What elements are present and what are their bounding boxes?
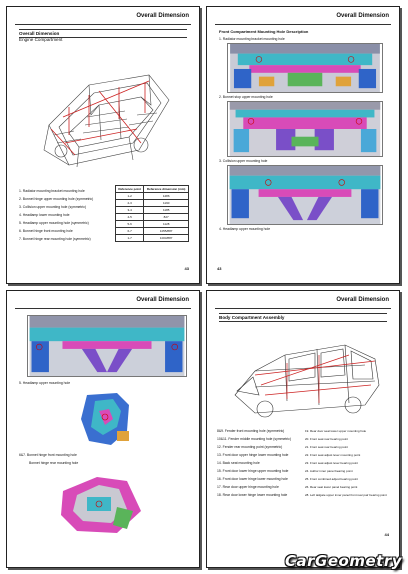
list-item: 14. Back seat mounting hole [217, 461, 260, 465]
figure-caption: 5. Headlamp upper mounting hole [19, 381, 71, 385]
list-item: 2. Bonnet hinge upper mounting hole (symmetric) [19, 197, 94, 201]
reference-dimension-table [115, 185, 189, 242]
figure-caption: 1. Radiator mounting bracket mounting hole [219, 37, 285, 41]
table-cell: 1286 [144, 193, 189, 200]
section-title: Overall Dimension [19, 29, 187, 38]
table-cell: 4-5 [116, 214, 144, 221]
page-number: 44 [384, 532, 389, 537]
list-item: 28. Left tailgate upper inner panel front rear pair bearing point [305, 493, 387, 497]
list-item: 4. Headlamp lower mounting hole [19, 213, 70, 217]
list-item: 23. Front seat adjust lever bearing point [305, 461, 358, 465]
table-row [116, 221, 189, 228]
page-header [15, 291, 191, 309]
headlamp-upper-figure [27, 315, 187, 377]
list-item: 17. Rear door upper hinge mounting hole [217, 485, 279, 489]
table-cell: 5-6 [116, 221, 144, 228]
list-item: 10&11. Fender middle mounting hole (symmetric) [217, 437, 291, 441]
page-body-compartment [206, 290, 400, 568]
list-item: 5. Headlamp upper mounting hole (symmetric) [19, 221, 89, 225]
list-item: 22. Front seat adjust lever mounting point [305, 453, 361, 457]
table-cell: 827 [144, 214, 189, 221]
table-cell: 2-3 [116, 200, 144, 207]
list-item: 6. Bonnet hinge front mounting hole [19, 229, 73, 233]
list-item: 7. Bonnet hinge rear mounting hole (symmetric) [19, 237, 91, 241]
list-item: 8&9. Fender front mounting hole (symmetric) [217, 429, 285, 433]
page-front-compartment-holes [206, 6, 400, 284]
figure-caption: Bonnet hinge rear mounting hole [29, 461, 79, 465]
table-header-cell: Reference point [116, 186, 144, 193]
list-item: 3. Collision upper mounting hole (symmetric) [19, 205, 87, 209]
table-cell: 1185 [144, 207, 189, 214]
table-cell: 1128 [144, 221, 189, 228]
page-header-title: Overall Dimension [336, 297, 389, 303]
section-title: Front Compartment Mounting Hole Description [219, 29, 309, 34]
table-cell: 1055/887 [144, 228, 189, 235]
table-header-row [116, 186, 189, 193]
radiator-bracket-figure [227, 43, 383, 93]
figure-caption: 3. Collision upper mounting hole [219, 159, 268, 163]
page-engine-compartment [6, 6, 200, 284]
page-headlamp-bonnet-holes [6, 290, 200, 568]
bonnet-hinge-rear-figure [57, 471, 147, 535]
engine-compartment-diagram [29, 55, 179, 177]
bonnet-stop-figure [227, 101, 383, 157]
table-row [116, 200, 189, 207]
table-cell: 1190 [144, 200, 189, 207]
table-row [116, 207, 189, 214]
bonnet-hinge-front-figure [77, 391, 137, 447]
list-item: 18. Rear door lower hinge lower mounting hole [217, 493, 288, 497]
page-header-title: Overall Dimension [336, 13, 389, 19]
page-header-title: Overall Dimension [136, 297, 189, 303]
list-item: 15. Front door lower hinge upper mounting hole [217, 469, 289, 473]
list-item: 21. Front seat rear bearing point [305, 445, 348, 449]
section-title: Body Compartment Assembly [219, 313, 387, 322]
figure-caption: 6&7. Bonnet hinge front mounting hole [19, 453, 77, 457]
list-item: 12. Fender rear mounting point (symmetric) [217, 445, 283, 449]
table-row [116, 235, 189, 242]
list-item: 25. Front combined adjust bearing point [305, 477, 358, 481]
watermark-logo: CarGeometry [285, 552, 402, 570]
list-item: 24. Author inner panel bearing point [305, 469, 353, 473]
page-header [15, 7, 191, 25]
table-cell: 1-2 [116, 193, 144, 200]
page-number: 43 [184, 266, 189, 271]
list-item: 19. Rear door seat lower upper mounting hole [305, 429, 367, 433]
figure-caption: 4. Headlamp upper mounting hole [219, 227, 271, 231]
table-row [116, 193, 189, 200]
table-cell: 6-7 [116, 228, 144, 235]
figure-caption: 2. Bonnet stop upper mounting hole [219, 95, 273, 99]
list-item: 20. Front seat rear bearing point [305, 437, 348, 441]
page-header [215, 7, 391, 25]
table-cell: 3-4 [116, 207, 144, 214]
page-header-title: Overall Dimension [136, 13, 189, 19]
table-cell: 1003/887 [144, 235, 189, 242]
list-item: 16. Front door lower hinge lower mounting hole [217, 477, 288, 481]
page-header [215, 291, 391, 309]
table-cell: 1-7 [116, 235, 144, 242]
subsection-title: Engine Compartment [19, 37, 63, 42]
collision-upper-figure [227, 165, 383, 225]
list-item: 1. Radiator mounting bracket mounting hole [19, 189, 85, 193]
list-item: 13. Front door upper hinge lower mounting hole [217, 453, 289, 457]
table-row [116, 228, 189, 235]
list-item: 26. Rear seat lower panel bearing point [305, 485, 358, 489]
table-row [116, 214, 189, 221]
page-number: 43 [217, 266, 222, 271]
table-header-cell: Reference dimension (mm) [144, 186, 189, 193]
body-in-white-diagram [225, 325, 385, 419]
